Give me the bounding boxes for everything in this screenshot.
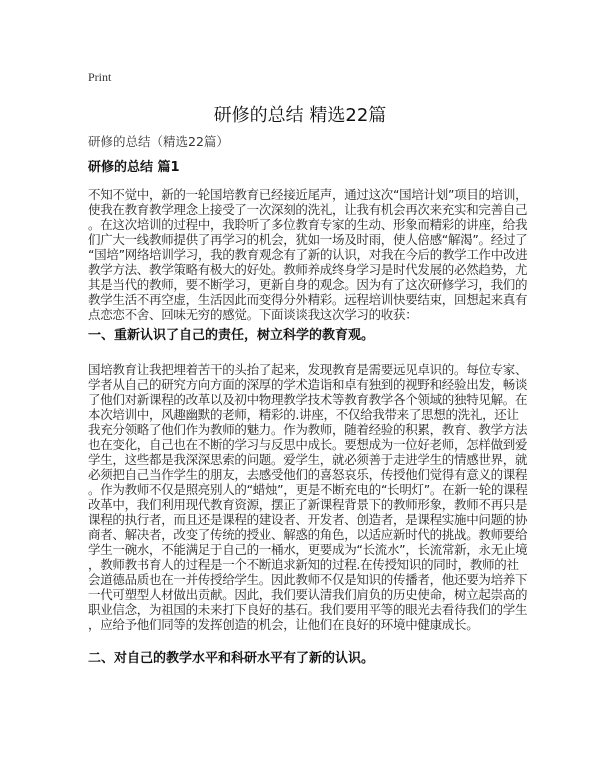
text-line: 学者从自己的研究方向方面的深厚的学术造诣和卓有独到的视野和经验出发，畅谈 <box>88 377 528 392</box>
text-line: 商者、解决者，改变了传统的授业、解惑的角色，以适应新时代的挑战。教师要给 <box>88 527 528 542</box>
text-line: ，教师教书育人的过程是一个不断追求新知的过程.在传授知识的同时，教师的社 <box>88 557 519 572</box>
text-line: 教学方法、教学策略有极大的好处。教师养成终身学习是时代发展的必然趋势，尤 <box>88 262 528 277</box>
text-line: 一代可塑型人材做出贡献。因此，我们要认清我们肩负的历史使命，树立起崇高的 <box>88 587 528 602</box>
text-line: 不知不觉中，新的一轮国培教育已经接近尾声，通过这次“国培计划”项目的培训， <box>88 187 528 202</box>
text-line: 国培教育让我把埋着苦干的头抬了起来，发现教育是需要远见卓识的。每位专家、 <box>88 362 528 377</box>
text-line: 点恋恋不舍、回味无穷的感觉。下面谈谈我这次学习的收获： <box>88 307 418 322</box>
text-line: 改革中，我们利用现代教育资源，摆正了新课程背景下的教师形象，教师不再只是 <box>88 497 528 512</box>
text-line: 其是当代的教师，要不断学习，更新自身的观念。因为有了这次研修学习，我们的 <box>88 277 528 292</box>
text-line: 们广大一线教师提供了再学习的机会，犹如一场及时雨，使人倍感“解渴”。经过了 <box>88 232 528 247</box>
section-2-heading: 二、对自己的教学水平和科研水平有了新的认识。 <box>88 651 375 666</box>
text-line: 了他们对新课程的改革以及初中物理教学技术等教育教学各个领域的独特见解。在 <box>88 392 528 407</box>
text-line: 本次培训中，风趣幽默的老师，精彩的.讲座，不仅给我带来了思想的洗礼，还让 <box>88 407 519 422</box>
text-line: 会道德品质也在一并传授给学生。因此教师不仅是知识的传播者，他还要为培养下 <box>88 572 528 587</box>
paragraph-2 <box>88 362 528 632</box>
article-heading: 研修的总结 篇1 <box>88 160 180 175</box>
text-line: 学生一碗水，不能满足于自己的一桶水，更要成为“长流水”，长流常新，永无止境 <box>88 542 528 557</box>
text-line: 使我在教育教学理念上接受了一次深刻的洗礼，让我有机会再次来充实和完善自己 <box>88 202 528 217</box>
text-line: 必须把自己当作学生的朋友，去感受他们的喜怒哀乐，传授他们觉得有意义的课程 <box>88 467 528 482</box>
page-title: 研修的总结 精选22篇 <box>213 105 387 126</box>
print-link[interactable]: Print <box>88 70 112 84</box>
paragraph-1 <box>88 187 528 322</box>
text-line: “国培”网络培训学习，我的教育观念有了新的认识，对我在今后的教学工作中改进 <box>88 247 528 262</box>
text-line: 职业信念，为祖国的未来打下良好的基石。我们要用平等的眼光去看待我们的学生 <box>88 602 528 617</box>
text-line: 课程的执行者，而且还是课程的建设者、开发者、创造者，是课程实施中问题的协 <box>88 512 528 527</box>
text-line: 我充分领略了他们作为教师的魅力。作为教师，随着经验的积累，教育、教学方法 <box>88 422 528 437</box>
text-line: 教学生活不再空虚，生活因此而变得分外精彩。远程培训快要结束，回想起来真有 <box>88 292 528 307</box>
text-line: 。作为教师不仅是照亮别人的“蜡烛”，更是不断充电的“长明灯”。在新一轮的课程 <box>88 482 528 497</box>
text-line: ，应给予他们同等的发挥创造的机会，让他们在良好的环境中健康成长。 <box>88 617 479 632</box>
text-line: 学生，这些都是我深深思索的问题。爱学生，就必须善于走进学生的情感世界，就 <box>88 452 528 467</box>
subtitle: 研修的总结（精选22篇） <box>88 134 229 149</box>
text-line: 也在变化，自己也在不断的学习与反思中成长。要想成为一位好老师，怎样做到爱 <box>88 437 528 452</box>
text-line: 。在这次培训的过程中，我聆听了多位教育专家的生动、形象而精彩的讲座，给我 <box>88 217 528 232</box>
section-1-heading: 一、重新认识了自己的责任，树立科学的教育观。 <box>88 328 375 343</box>
